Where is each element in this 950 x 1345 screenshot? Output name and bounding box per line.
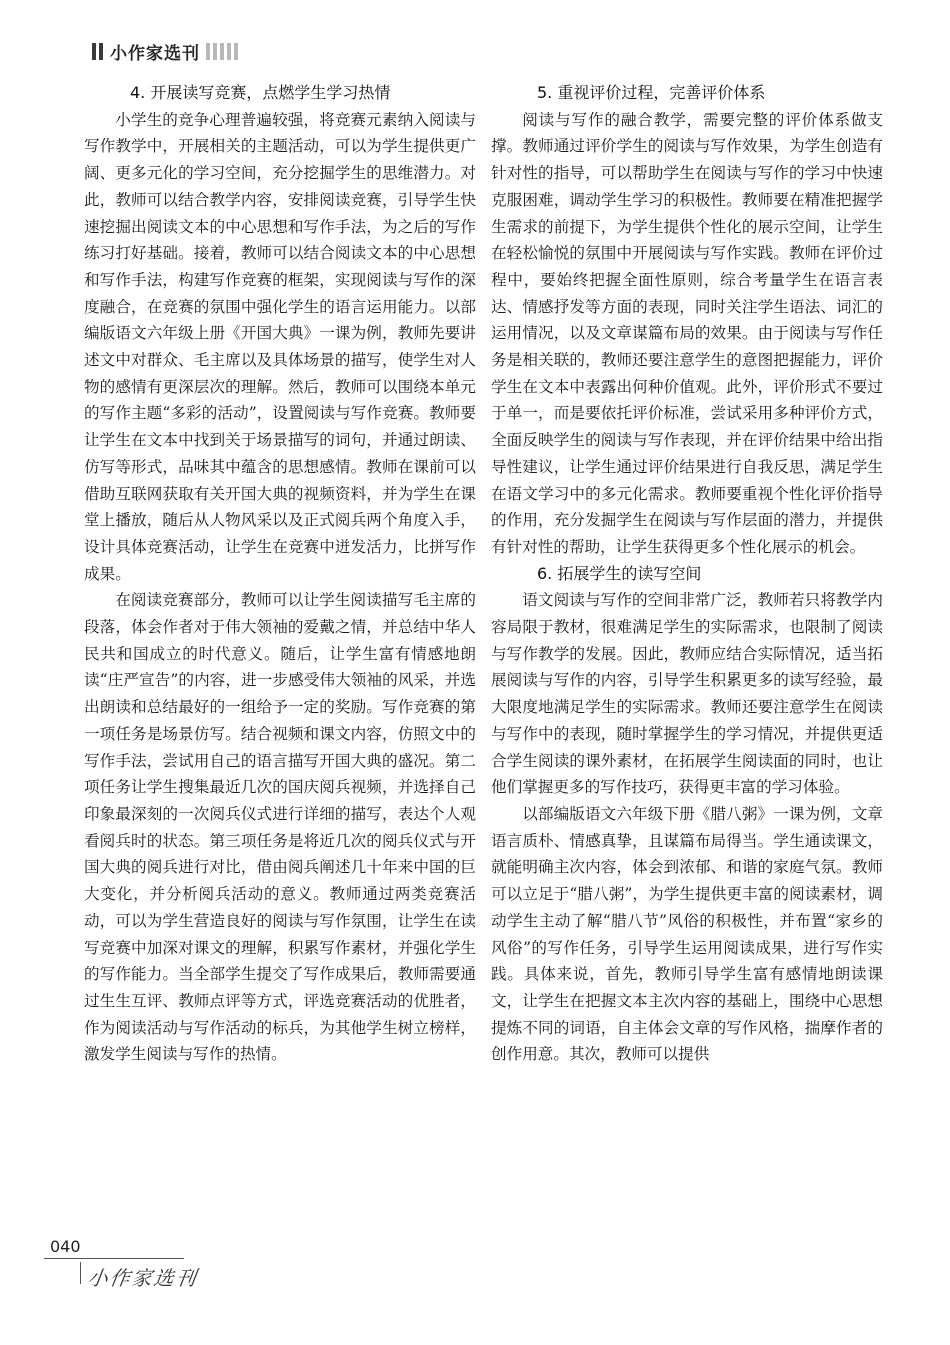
paragraph-2: 在阅读竞赛部分，教师可以让学生阅读描写毛主席的段落，体会作者对于伟大领袖的爱戴之情，并总结中华人民共和国成立的时代意义。随后，让学生富有情感地朗读“庄严宣告”的内容，进一步感受伟大领袖的风采，并选出朗读和总结最好的一组给予一定的奖励。写作竞赛的第一项任务是场景仿写。结合视频和课文内容，仿照文中的写作手法，尝试用自己的语言描写开国大典的盛况。第二项任务让学生搜集最近几次的国庆阅兵视频，并选择自己印象最深刻的一次阅兵仪式进行详细的描写，表达个人观看阅兵时的状态。第三项任务是将近几次的阅兵仪式与开国大典的阅兵进行对比，借由阅兵阐述几十年来中国的巨大变化，并分析阅兵活动的意义。教师通过两类竞赛活动，可以为学生营造良好的阅读与写作氛围，让学生在读写竞赛中加深对课文的理解，积累写作素材，并强化学生的写作能力。当全部学生提交了写作成果后，教师需要通过生生互评、教师点评等方式，评选竞赛活动的优胜者，作为阅读活动与写作活动的标兵，为其他学生树立榜样，激发学生阅读与写作的热情。 [84,591,476,1064]
paragraph-1: 小学生的竞争心理普遍较强，将竞赛元素纳入阅读与写作教学中，开展相关的主题活动，可以为学生提供更广阔、更多元化的学习空间，充分挖掘学生的思维潜力。对此，教师可以结合教学内容，安排阅读竞赛，引导学生快速挖掘出阅读文本的中心思想和写作手法，为之后的写作练习打好基础。接着，教师可以结合阅读文本的中心思想和写作手法，构建写作竞赛的框架，实现阅读与写作的深度融合，在竞赛的氛围中强化学生的语言运用能力。以部编版语文六年级上册《开国大典》一课为例，教师先要讲述文中对群众、毛主席以及具体场景的描写，使学生对人物的感情有更深层次的理解。然后，教师可以围绕本单元的写作主题“多彩的活动”，设置阅读与写作竞赛。教师要让学生在文本中找到关于场景描写的词句，并通过朗读、仿写等形式，品味其中蕴含的思想感情。教师在课前可以借助互联网获取有关开国大典的视频资料，并为学生在课堂上播放，随后从人物风采以及正式阅兵两个角度入手，设计具体竞赛活动，让学生在竞赛中迸发活力，比拼写作成果。 [84,110,476,583]
footer-divider [44,1258,184,1259]
paragraph-5: 以部编版语文六年级下册《腊八粥》一课为例，文章语言质朴、情感真挚，且谋篇布局得当。学生通读课文，就能明确主次内容，体会到浓郁、和谐的家庭气氛。教师可以立足于“腊八粥”，为学生提供更丰富的阅读素材，调动学生主动了解“腊八节”风俗的积极性，并布置“家乡的风俗”的写作任务，引导学生运用阅读成果，进行写作实践。具体来说，首先，教师引导学生富有感情地朗读课文，让学生在把握文本主次内容的基础上，围绕中心思想提炼不同的词语，自主体会文章的写作风格，揣摩作者的创作用意。其次，教师可以提供 [491,804,883,1064]
section-6-heading: 6. 拓展学生的读写空间 [537,563,702,583]
paragraph-4: 语文阅读与写作的空间非常广泛，教师若只将教学内容局限于教材，很难满足学生的实际需求，也限制了阅读与写作教学的发展。因此，教师应结合实际情况，适当拓展阅读与写作的内容，引导学生积累更多的读写经验，最大限度地满足学生的实际需求。教师还要注意学生在阅读与写作中的表现，随时掌握学生的学习情况，并提供更适合学生阅读的课外素材，在拓展学生阅读面的同时，也让他们掌握更多的写作技巧，获得更丰富的学习体验。 [491,591,883,797]
left-column [84,80,476,1068]
header-bars-icon [92,43,103,60]
journal-logo: 小作家选刊 [86,1266,200,1290]
section-5-heading: 5. 重视评价过程，完善评价体系 [537,83,766,102]
right-column [491,80,883,1068]
journal-title: 小作家选刊 [110,43,200,64]
page-number: 040 [50,1237,81,1256]
paragraph-3: 阅读与写作的融合教学，需要完整的评价体系做支撑。教师通过评价学生的阅读与写作效果，为学生创造有针对性的指导，可以帮助学生在阅读与写作的学习中快速克服困难，调动学生学习的积极性。教师要在精准把握学生需求的前提下，为学生提供个性化的展示空间，让学生在轻松愉悦的氛围中开展阅读与写作实践。教师在评价过程中，要始终把握全面性原则，综合考量学生在语言表达、情感抒发等方面的表现，同时关注学生语法、词汇的运用情况，以及文章谋篇布局的效果。由于阅读与写作任务是相关联的，教师还要注意学生的意图把握能力，评价学生在文本中表露出何种价值观。此外，评价形式不要过于单一，而是要依托评价标准，尝试采用多种评价方式，全面反映学生的阅读与写作表现，并在评价结果中给出指导性建议，让学生通过评价结果进行自我反思，满足学生在语文学习中的多元化需求。教师要重视个性化评价指导的作用，充分发掘学生在阅读与写作层面的潜力，并提供有针对性的帮助，让学生获得更多个性化展示的机会。 [491,110,883,556]
section-4-heading: 4. 开展读写竞赛，点燃学生学习热情 [130,83,391,102]
header-bars-light-icon [206,43,238,60]
footer-tick [80,1262,81,1284]
running-header [92,40,238,62]
